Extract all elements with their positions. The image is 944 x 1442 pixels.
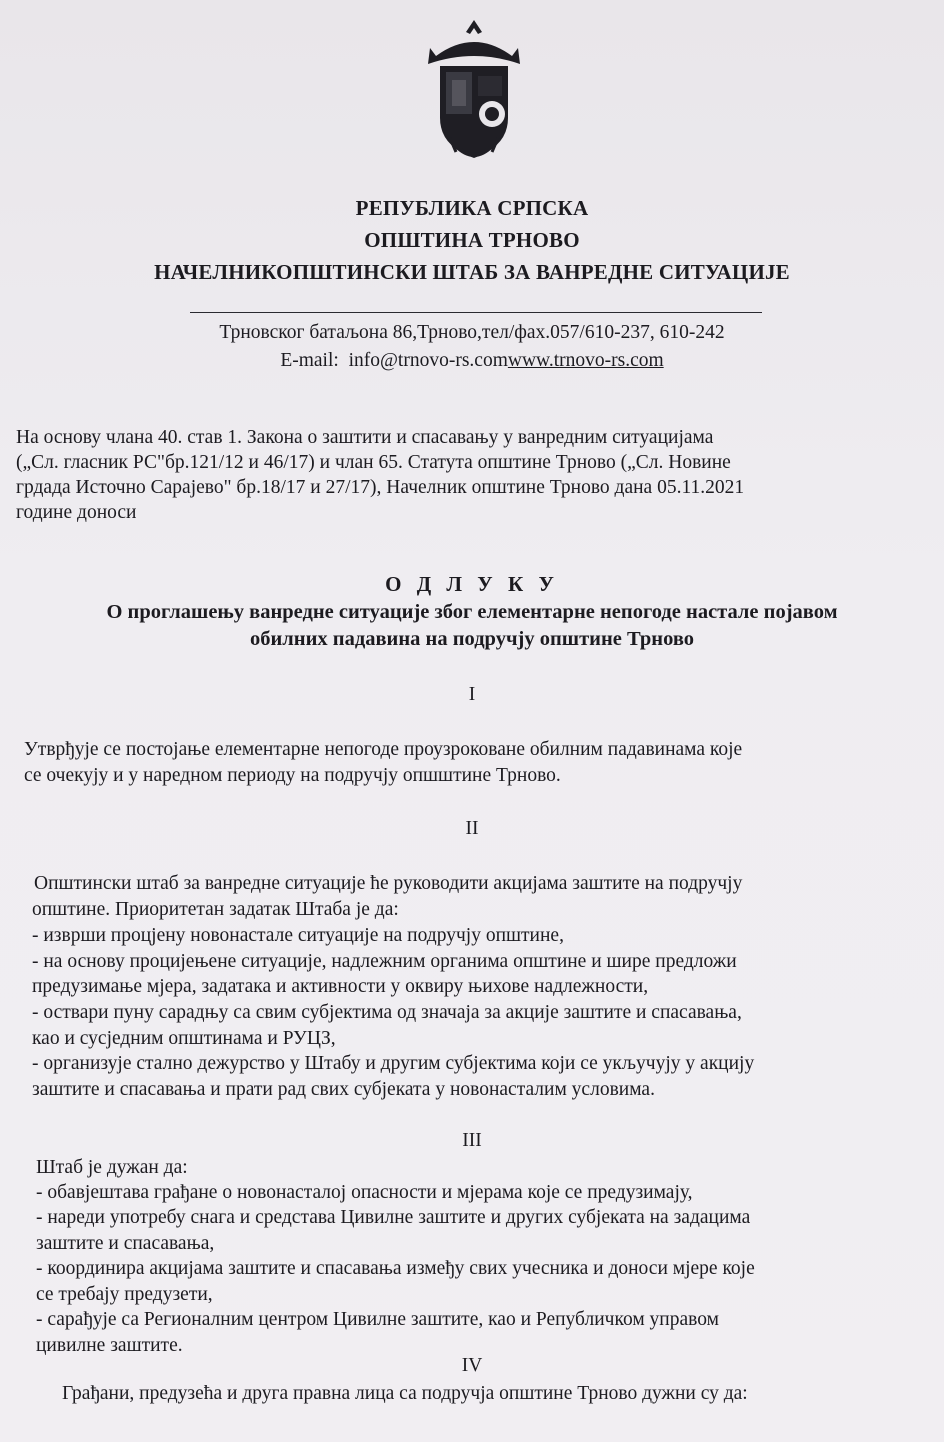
section-line: Општински штаб за ванредне ситуације ће руководити акцијама заштите на подручју bbox=[34, 873, 743, 894]
decision-subtitle bbox=[30, 599, 914, 653]
email-label: E-mail: bbox=[280, 350, 339, 371]
section-line: - координира акцијама заштите и спасавања између свих учесника и доноси мјере које bbox=[36, 1258, 755, 1279]
section-line: као и сусједним општинама и РУЦЗ, bbox=[32, 1028, 336, 1049]
preamble-line: („Сл. гласник РС"бр.121/12 и 46/17) и члан 65. Статута општине Трново („Сл. Новине bbox=[16, 452, 731, 473]
section-line: - организује стално дежурство у Штабу и другим субјектима који се укључују у акцију bbox=[32, 1053, 755, 1074]
section-line: - оствари пуну сарадњу са свим субјектима од значаја за акције заштите и спасавања, bbox=[32, 1002, 742, 1023]
header-divider bbox=[190, 312, 762, 313]
header-municipality: ОПШТИНА ТРНОВО bbox=[364, 228, 580, 252]
preamble-line: године доноси bbox=[16, 502, 137, 523]
decision-subtitle-line: обилних падавина на подручју општине Трново bbox=[249, 628, 695, 650]
section-line: заштите и спасавања и прати рад свих субјеката у новонасталим условима. bbox=[32, 1079, 655, 1100]
coat-of-arms-icon bbox=[426, 18, 522, 168]
preamble-line: На основу члана 40. став 1. Закона о заштити и спасавању у ванредним ситуацијама bbox=[16, 427, 714, 448]
decision-subtitle-line: О проглашењу ванредне ситуације због елементарне непогоде настале појавом bbox=[106, 601, 838, 623]
email-link[interactable]: info@trnovo-rs.com bbox=[348, 350, 508, 371]
website-link[interactable]: www.trnovo-rs.com bbox=[507, 350, 664, 371]
section-line: - сарађује са Регионалним центром Цивилне заштите, као и Републичком управом bbox=[36, 1309, 719, 1330]
section-line: заштите и спасавања, bbox=[36, 1233, 215, 1254]
decision-title: О Д Л У К У bbox=[385, 572, 559, 596]
section-numeral: I bbox=[468, 684, 476, 705]
section-line: предузимање мјера, задатака и активности у оквиру њихове надлежности, bbox=[32, 976, 649, 997]
section-line: Штаб је дужан да: bbox=[36, 1157, 188, 1178]
section-numeral: II bbox=[465, 818, 479, 839]
section-line: Утврђује се постојање елементарне непогоде проузроковане обилним падавинама које bbox=[24, 739, 743, 760]
section-numeral: III bbox=[462, 1130, 482, 1151]
header-country: РЕПУБЛИКА СРПСКА bbox=[355, 196, 589, 220]
header-office: НАЧЕЛНИКОПШТИНСКИ ШТАБ ЗА ВАНРЕДНЕ СИТУАЦИЈЕ bbox=[154, 260, 790, 284]
section-numeral: IV bbox=[461, 1355, 483, 1376]
section-line: - на основу процијењене ситуације, надлежним органима општине и шире предложи bbox=[32, 951, 737, 972]
section-line: - обавјештава грађане о новонасталој опасности и мјерама које се предузимају, bbox=[36, 1182, 693, 1203]
section-line: цивилне заштите. bbox=[36, 1335, 183, 1356]
section-line: - изврши процјену новонастале ситуације на подручју општине, bbox=[32, 925, 564, 946]
section-line: се очекују и у наредном периоду на подручју опшштине Трново. bbox=[24, 765, 561, 786]
preamble-line: грдада Источно Сарајево" бр.18/17 и 27/17), Начелник општине Трново дана 05.11.2021 bbox=[16, 477, 745, 498]
section-line: општине. Приоритетан задатак Штаба је да: bbox=[32, 899, 399, 920]
section-line: се требају предузети, bbox=[36, 1284, 213, 1305]
header-contact bbox=[0, 350, 944, 372]
section-line: Грађани, предузећа и друга правна лица са подручја општине Трново дужни су да: bbox=[62, 1383, 748, 1404]
section-line: - нареди употребу снага и средстава Цивилне заштите и других субјеката на задацима bbox=[36, 1207, 751, 1228]
header-address: Трновског батаљона 86,Трново,тел/фах.057/610-237, 610-242 bbox=[219, 322, 725, 343]
